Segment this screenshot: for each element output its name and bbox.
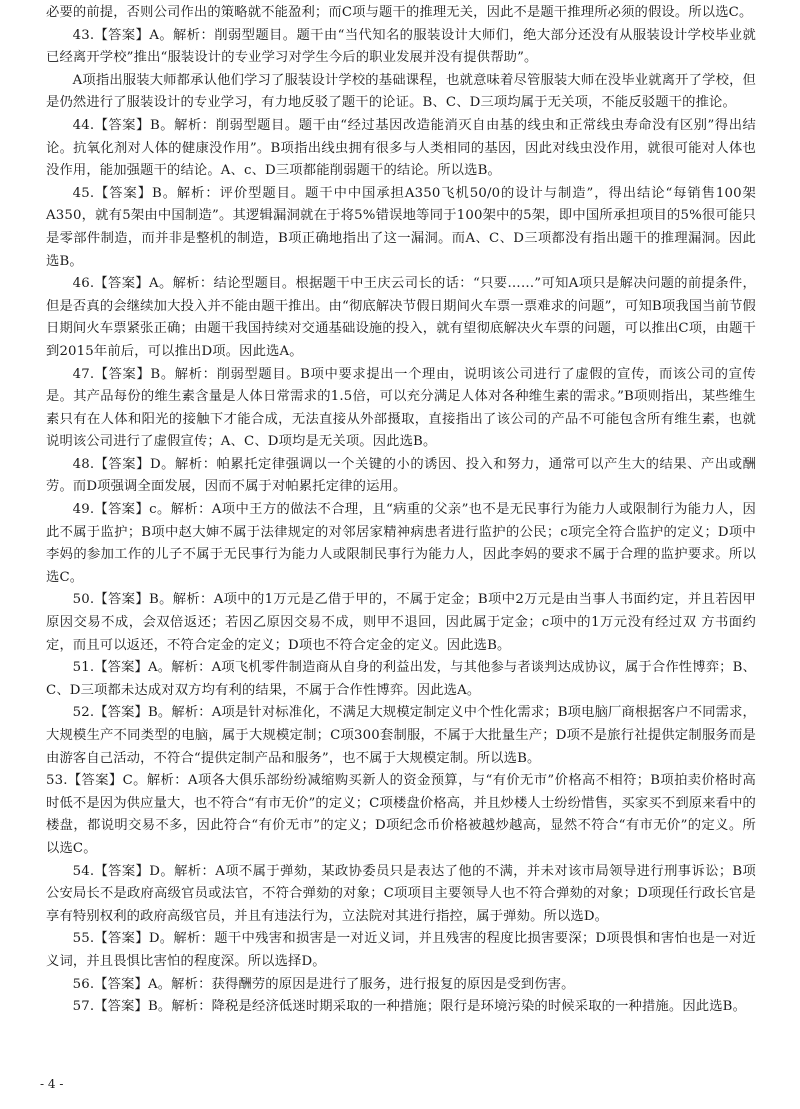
answer-43: 43.【答案】A。解析：削弱型题目。题干由“当代知名的服装设计大师们，绝大部分还没有从服装设计学校毕业就已经离开学校”推出“服装设计的专业学习对学生今后的职业发展并没有提供帮助”。 [46, 27, 756, 66]
answer-46: 46.【答案】A。解析：结论型题目。根据题干中王庆云司长的话：“只要……”可知A项只是解决问题的前提条件，但是否真的会继续加大投入并不能由题干推出。由“彻底解决节假日期间火车票一票难求的问题”，可知B项我国当前节假日期间火车票紧张正确；由题干我国持续对交通基础设施的投入，就有望彻底解决火车票的问题，可以推出C项，由题干到2015年前后，可以推出D项。因此选A。 [46, 276, 756, 359]
answer-explanations [46, 2, 756, 1019]
answer-56: 56.【答案】A。解析：获得酬劳的原因是进行了服务，进行报复的原因是受到伤害。 [72, 976, 575, 992]
answer-45: 45.【答案】B。解析：评价型题目。题干中中国承担A350飞机50/0的设计与制造”，得出结论“每销售100架A350，就有5架由中国制造”。其逻辑漏洞就在于将5%错误地等同于100架中的5架，即中国所承担项目的5%很可能只是零部件制造，而并非是整机的制造，B项正确地指出了这一漏洞。而A、C、D三项都没有指出题干的推理漏洞。因此选B。 [46, 185, 756, 269]
page-number: - 4 - [40, 1077, 64, 1091]
answer-57: 57.【答案】B。解析：降税是经济低迷时期采取的一种措施；限行是环境污染的时候采取的一种措施。因此选B。 [72, 999, 747, 1015]
answer-53: 53.【答案】C。解析：A项各大俱乐部纷纷减缩购买新人的资金预算，与“有价无市”价格高不相符；B项拍卖价格时高时低不是因为供应量大，也不符合“有市无价”的定义；C项楼盘价格高，并且炒楼人士纷纷惜售，买家买不到原来看中的楼盘，都说明交易不多，因此符合“有价无市”的定义；D项纪念币价格被越炒越高，显然不符合“有市无价”的定义。所以选C。 [46, 773, 757, 856]
answer-52: 52.【答案】B。解析：A项是针对标准化，不满足大规模定制定义中个性化需求；B项电脑厂商根据客户不同需求，大规模生产不同类型的电脑，属于大规模定制；C项300套制服，不属于大批量生产；D项不是旅行社提供定制服务而是由游客自己活动，不符合“提供定制产品和服务”，也不属于大规模定制。所以选B。 [46, 705, 756, 766]
answer-49: 49.【答案】c。解析：A项中王方的做法不合理，且“病重的父亲”也不是无民事行为能力人或限制行为能力人，因此不属于监护；B项中赵大婶不属于法律规定的对邻居家精神病患者进行监护的公民；c项完全符合监护的定义；D项中李妈的参加工作的儿子不属于无民事行为能力人或限制民事行为能力人，因此李妈的要求不属于合理的监护要求。所以选C。 [46, 502, 756, 585]
answer-44: 44.【答案】B。解析：削弱型题目。题干由“经过基因改造能消灭自由基的线虫和正常线虫寿命没有区别”得出结论。抗氧化剂对人体的健康没作用”。B项指出线虫拥有很多与人类相同的基因，因此对线虫没作用，就很可能对人体也没作用，能加强题干的结论。A、c、D三项都能削弱题干的结论。所以选B。 [46, 117, 756, 179]
answer-43-explanation: A项指出服装大师都承认他们学习了服装设计学校的基础课程，也就意味着尽管服装大师在没毕业就离开了学校，但是仍然进行了服装设计的专业学习，有力地反驳了题干的论证。B、C、D三项均属于无关项，不能反驳题干的推论。 [46, 72, 756, 111]
answer-48: 48.【答案】D。解析：帕累托定律强调以一个关键的小的诱因、投入和努力，通常可以产生大的结果、产出或酬劳。而D项强调全面发展，因而不属于对帕累托定律的运用。 [46, 456, 756, 495]
answer-54: 54.【答案】D。解析：A项不属于弹劾，某政协委员只是表达了他的不满，并未对该市局领导进行刑事诉讼；B项公安局长不是政府高级官员或法官，不符合弹劾的对象；C项项目主要领导人也不符合弹劾的对象；D项现任行政长官是享有特别权利的政府高级官员，并且有违法行为，立法院对其进行指控，属于弹劾。所以选D。 [46, 863, 756, 924]
answer-47: 47.【答案】B。解析：削弱型题目。B项中要求提出一个理由，说明该公司进行了虚假的宣传，而该公司的宣传是。其产品每份的维生素含量是人体日常需求的1.5倍，可以充分满足人体对各种维生素的需求。”B项则指出，某些维生素只有在人体和阳光的接触下才能合成，无法直接从外部摄取，直接指出了该公司的产品不可能包含所有维生素，也就说明该公司进行了虚假宣传；A、C、D项均是无关项。因此选B。 [46, 366, 756, 450]
answer-55: 55.【答案】D。解析：题干中残害和损害是一对近义词，并且残害的程度比损害要深；D项畏惧和害怕也是一对近义词，并且畏惧比害怕的程度深。所以选择D。 [46, 931, 756, 969]
paragraph-continuation: 必要的前提，否则公司作出的策略就不能盈利；而C项与题干的推理无关，因此不是题干推理所必须的假设。所以选C。 [46, 5, 753, 20]
answer-51: 51.【答案】A。解析：A项飞机零件制造商从自身的利益出发，与其他参与者谈判达成协议，属于合作性博弈；B、C、D三项都未达成对双方均有利的结果，不属于合作性博弈。因此选A。 [46, 660, 756, 698]
answer-50: 50.【答案】B。解析：A项中的1万元是乙借于甲的，不属于定金；B项中2万元是由当事人书面约定，并且若因甲原因交易不成，会双倍返还；若因乙原因交易不成，则甲不退回，因此属于定金；c项中的1万元没有经过双 方书面约定，而且可以返还，不符合定金的定义；D项也不符合定金的定义。因此选B。 [46, 592, 756, 653]
